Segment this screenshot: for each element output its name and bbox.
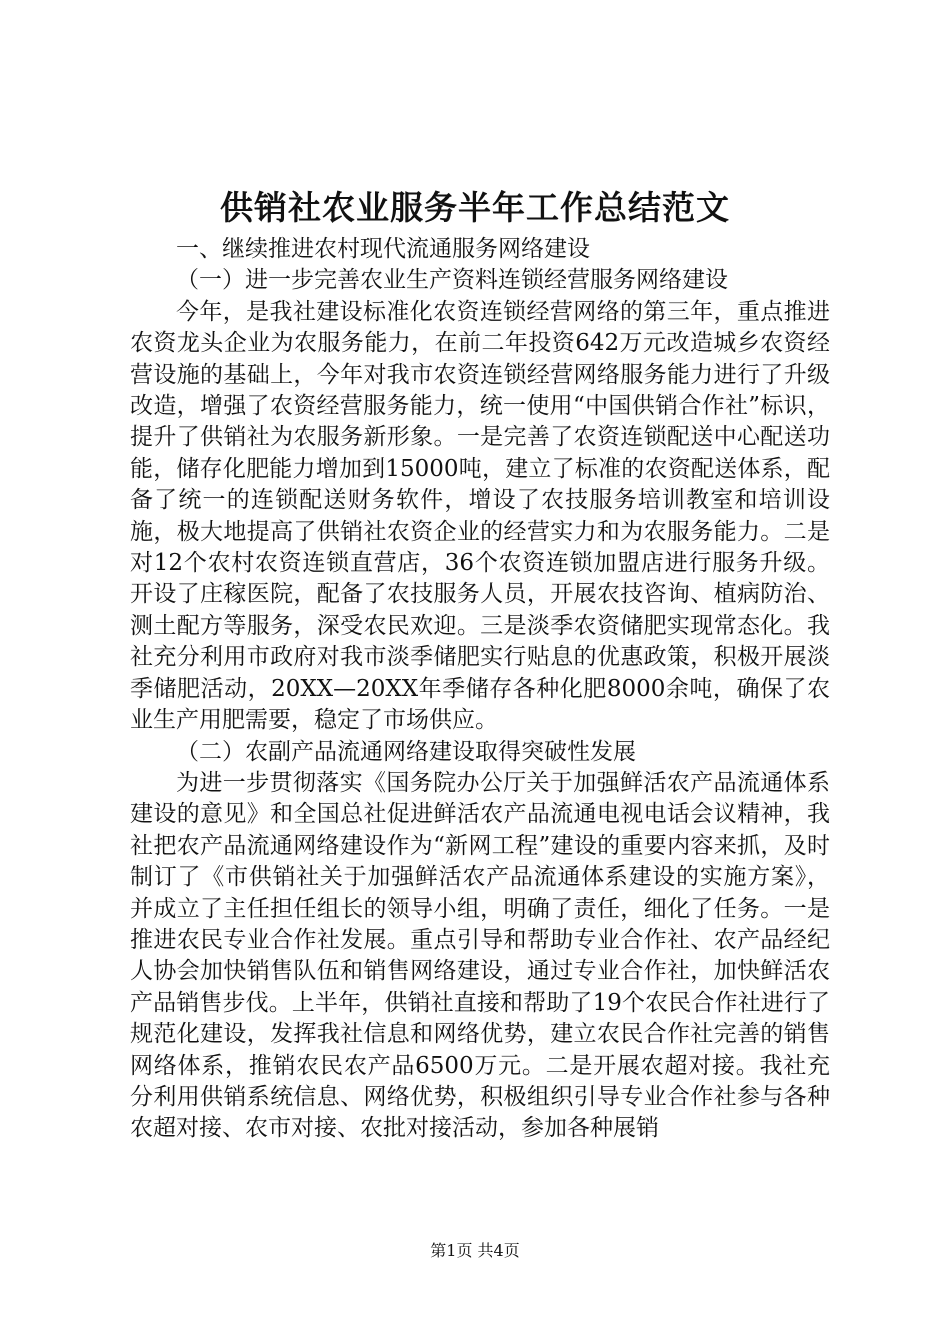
body-paragraph: 为进一步贯彻落实《国务院办公厅关于加强鲜活农产品流通体系建设的意见》和全国总社促进鲜活农产品流通电视电话会议精神，我社把农产品流通网络建设作为“新网工程”建设的重要内容来抓，及时制订了《市供销社关于加强鲜活农产品流通体系建设的实施方案》，并成立了主任担任组长的领导小组，明确了责任，细化了任务。一是推进农民专业合作社发展。重点引导和帮助专业合作社、农产品经纪人协会加快销售队伍和销售网络建设，通过专业合作社，加快鲜活农产品销售步伐。上半年，供销社直接和帮助了19个农民合作社进行了规范化建设，发挥我社信息和网络优势，建立农民合作社完善的销售网络体系，推销农民农产品6500万元。二是开展农超对接。我社充分利用供销系统信息、网络优势，积极组织引导专业合作社参与各种农超对接、农市对接、农批对接活动，参加各种展销 (130, 769, 830, 1142)
subsection-heading: （二）农副产品流通网络建设取得突破性发展 (176, 738, 636, 765)
body-paragraph: 今年，是我社建设标准化农资连锁经营网络的第三年，重点推进农资龙头企业为农服务能力，在前二年投资642万元改造城乡农资经营设施的基础上，今年对我市农资连锁经营网络服务能力进行了升级改造，增强了农资经营服务能力，统一使用“中国供销合作社”标识，提升了供销社为农服务新形象。一是完善了农资连锁配送中心配送功能，储存化肥能力增加到15000吨，建立了标准的农资配送体系，配备了统一的连锁配送财务软件，增设了农技服务培训教室和培训设施，极大地提高了供销社农资企业的经营实力和为农服务能力。二是对12个农村农资连锁直营店，36个农资连锁加盟店进行服务升级。开设了庄稼医院，配备了农技服务人员，开展农技咨询、植病防治、测土配方等服务，深受农民欢迎。三是淡季农资储肥实现常态化。我社充分利用市政府对我市淡季储肥实行贴息的优惠政策，积极开展淡季储肥活动，20XX—20XX年季储存各种化肥8000余吨，确保了农业生产用肥需要，稳定了市场供应。 (130, 298, 830, 734)
page-footer: 第1页 共4页 (430, 1241, 520, 1260)
subsection-heading: （一）进一步完善农业生产资料连锁经营服务网络建设 (176, 267, 728, 294)
document-title: 供销社农业服务半年工作总结范文 (220, 188, 730, 227)
document-body (130, 234, 830, 1145)
section-heading: 一、继续推进农村现代流通服务网络建设 (176, 236, 590, 262)
